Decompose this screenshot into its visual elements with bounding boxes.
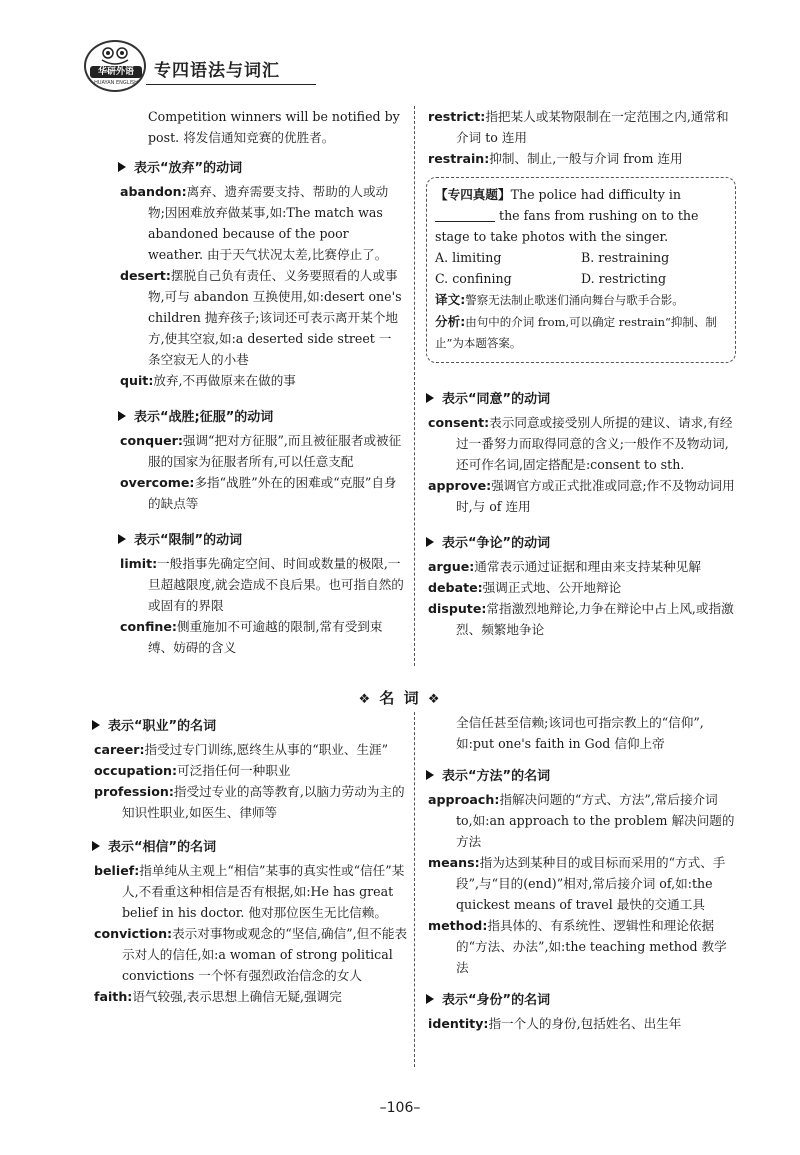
top-right-column [426,106,736,640]
bullet-triangle-icon [426,393,434,403]
entry-faith-continued: 全信任甚至信赖;该词也可指宗教上的“信仰”,如:put one's faith in God 信仰上帝 [456,715,704,751]
entry-career [92,739,408,760]
logo-subtext: HUAYAN ENGLISH [94,80,138,86]
term-debate: debate: [428,580,483,595]
def-approach: 指解决问题的“方式、方法”,常后接介词 to,如:an approach to the problem 解决问题的方法 [456,792,735,849]
term-abandon: abandon: [120,184,187,199]
def-approve: 强调官方或正式批准或同意;作不及物动词用时,与 of 连用 [456,478,735,514]
term-argue: argue: [428,559,475,574]
section-title-text: 名 词 [379,689,421,707]
diamond-icon: ❖ [427,692,442,707]
term-quit: quit: [120,373,154,388]
publisher-logo [84,40,146,92]
def-consent: 表示同意或接受别人所提的建议、请求,有经过一番努力而取得同意的含义;一般作不及物动词,还可作名词,固定搭配是:consent to sth. [456,415,733,472]
entry-approve [426,475,736,517]
frog-icon [98,46,132,66]
exam-question-part1: The police had difficulty in [510,187,681,202]
heading-limit-text: 表示“限制”的动词 [134,533,243,548]
def-confine: 侧重施加不可逾越的限制,常有受到束缚、妨碍的含义 [148,619,383,655]
term-restrict: restrict: [428,109,486,124]
heading-belief [92,837,408,858]
term-desert: desert: [120,268,171,283]
bottom-right-column [426,712,738,1034]
def-conviction: 表示对事物或观念的“坚信,确信”,但不能表示对人的信任,如:a woman of strong political convictions 一个怀有强烈政治信念的女人 [122,926,408,983]
entry-conviction [92,923,408,986]
page-header [84,40,314,96]
def-means: 指为达到某种目的或目标而采用的“方式、手段”,与“目的(end)”相对,常后接介词 of,如:the quickest means of travel 最快的交通工具 [456,855,726,912]
def-occupation: 可泛指任何一种职业 [177,763,291,778]
header-rule [146,84,316,85]
entry-conquer [118,430,404,472]
intro-example-cn: 将发信通知竞赛的优胜者。 [183,130,335,145]
exam-question-box [426,177,736,363]
entry-belief [92,860,408,923]
column-divider-top [414,106,415,666]
section-title-nouns [0,687,800,708]
heading-career-text: 表示“职业”的名词 [108,719,217,734]
term-career: career: [94,742,145,757]
heading-approach [426,766,738,787]
option-a: A. limiting [435,250,502,265]
def-limit: 一般指事先确定空间、时间或数量的极限,一旦超越限度,就会造成不良后果。也可指自然的或固有的界限 [148,556,404,613]
def-restrain: 抑制、制止,一般与介词 from 连用 [489,151,683,166]
entry-debate [426,577,736,598]
exam-question [435,184,727,247]
entry-confine [118,616,404,658]
entry-abandon [118,181,404,265]
term-faith: faith: [94,989,133,1004]
option-c: C. confining [435,271,512,286]
term-profession: profession: [94,784,174,799]
page-number: –106– [379,1100,421,1116]
translation-label: 译文: [435,292,466,307]
heading-argue-text: 表示“争论”的动词 [442,536,551,551]
term-identity: identity: [428,1016,489,1031]
heading-identity [426,990,738,1011]
heading-abandon [118,158,404,179]
exam-tag: 【专四真题】 [435,187,511,202]
term-overcome: overcome: [120,475,195,490]
entry-profession [92,781,408,823]
def-argue: 通常表示通过证据和理由来支持某种见解 [474,559,701,574]
heading-identity-text: 表示“身份”的名词 [442,993,551,1008]
term-confine: confine: [120,619,177,634]
entry-limit [118,553,404,616]
term-belief: belief: [94,863,140,878]
heading-conquer [118,407,404,428]
heading-argue [426,533,736,554]
term-conquer: conquer: [120,433,183,448]
heading-approach-text: 表示“方法”的名词 [442,769,551,784]
bottom-left-column [92,708,408,1007]
intro-example [118,106,404,148]
def-faith: 语气较强,表示思想上确信无疑,强调完 [132,989,342,1004]
bullet-triangle-icon [426,537,434,547]
entry-faith [92,986,408,1007]
diamond-icon: ❖ [358,692,373,707]
logo-text: 华研外语 [90,66,142,78]
def-restrict: 指把某人或某物限制在一定范围之内,通常和介词 to 连用 [456,109,729,145]
heading-abandon-text: 表示“放弃”的动词 [134,161,243,176]
def-abandon: 离弃、遗弃需要支持、帮助的人或动物;因困难放弃做某事,如:The match was abandoned because of the poor weather. 由于天气状况太差,比赛停止了。 [148,184,389,262]
term-conviction: conviction: [94,926,173,941]
entry-argue [426,556,736,577]
exam-question-part2: the fans from rushing on to the stage to take photos with the singer. [435,208,699,244]
entry-identity [426,1013,738,1034]
term-occupation: occupation: [94,763,178,778]
entry-dispute [426,598,736,640]
term-method: method: [428,918,488,933]
entry-quit [118,370,404,391]
heading-consent-text: 表示“同意”的动词 [442,392,551,407]
term-dispute: dispute: [428,601,487,616]
bullet-triangle-icon [118,411,126,421]
def-belief: 指单纯从主观上“相信”某事的真实性或“信任”某人,不看重这种相信是否有根据,如:He has great belief in his doctor. 他对那位医生无比信赖。 [122,863,405,920]
entry-restrict [426,106,736,148]
def-profession: 指受过专业的高等教育,以脑力劳动为主的知识性职业,如医生、律师等 [122,784,405,820]
entry-desert [118,265,404,370]
column-divider-bottom [414,712,415,1067]
def-overcome: 多指“战胜”外在的困难或“克服”自身的缺点等 [148,475,397,511]
page-title: 专四语法与词汇 [154,61,280,81]
bullet-triangle-icon [118,162,126,172]
exam-translation [435,289,727,311]
bullet-triangle-icon [426,994,434,1004]
def-desert: 摆脱自己负有责任、义务要照看的人或事物,可与 abandon 互换使用,如:desert one's children 抛弃孩子;该词还可表示离开某个地方,使其空寂,如:a deserted side street 一条空寂无人的小巷 [148,268,402,367]
term-restrain: restrain: [428,151,490,166]
term-approach: approach: [428,792,500,807]
term-approve: approve: [428,478,492,493]
entry-method [426,915,738,978]
def-method: 指具体的、有系统性、逻辑性和理论依据的“方法、办法”,如:the teaching method 教学法 [456,918,727,975]
entry-occupation [92,760,408,781]
top-left-column [118,106,404,658]
bullet-triangle-icon [92,720,100,730]
entry-means [426,852,738,915]
heading-limit [118,530,404,551]
term-means: means: [428,855,480,870]
heading-belief-text: 表示“相信”的名词 [108,840,217,855]
heading-conquer-text: 表示“战胜;征服”的动词 [134,410,274,425]
entry-overcome [118,472,404,514]
entry-approach [426,789,738,852]
analysis-text: 由句中的介词 from,可以确定 restrain“抑制、制止”为本题答案。 [435,315,717,350]
def-career: 指受过专门训练,愿终生从事的“职业、生涯” [144,742,389,757]
exam-analysis [435,311,727,354]
heading-consent [426,389,736,410]
heading-career [92,716,408,737]
analysis-label: 分析: [435,314,466,329]
term-limit: limit: [120,556,158,571]
bullet-triangle-icon [426,770,434,780]
def-conquer: 强调“把对方征服”,而且被征服者或被征服的国家为征服者所有,可以任意支配 [148,433,402,469]
answer-blank [435,209,495,222]
entry-consent [426,412,736,475]
entry-restrain [426,148,736,169]
option-b: B. restraining [581,250,670,265]
bullet-triangle-icon [92,841,100,851]
translation-text: 警察无法制止歌迷们涌向舞台与歌手合影。 [465,293,684,307]
option-d: D. restricting [581,271,667,286]
def-debate: 强调正式地、公开地辩论 [482,580,622,595]
intro-example-en: Competition winners will be notified by post. [148,109,400,145]
exam-options [435,247,727,289]
bullet-triangle-icon [118,534,126,544]
def-dispute: 常指激烈地辩论,力争在辩论中占上风,或指激烈、频繁地争论 [456,601,734,637]
def-quit: 放弃,不再做原来在做的事 [153,373,296,388]
def-identity: 指一个人的身份,包括姓名、出生年 [488,1016,682,1031]
term-consent: consent: [428,415,490,430]
